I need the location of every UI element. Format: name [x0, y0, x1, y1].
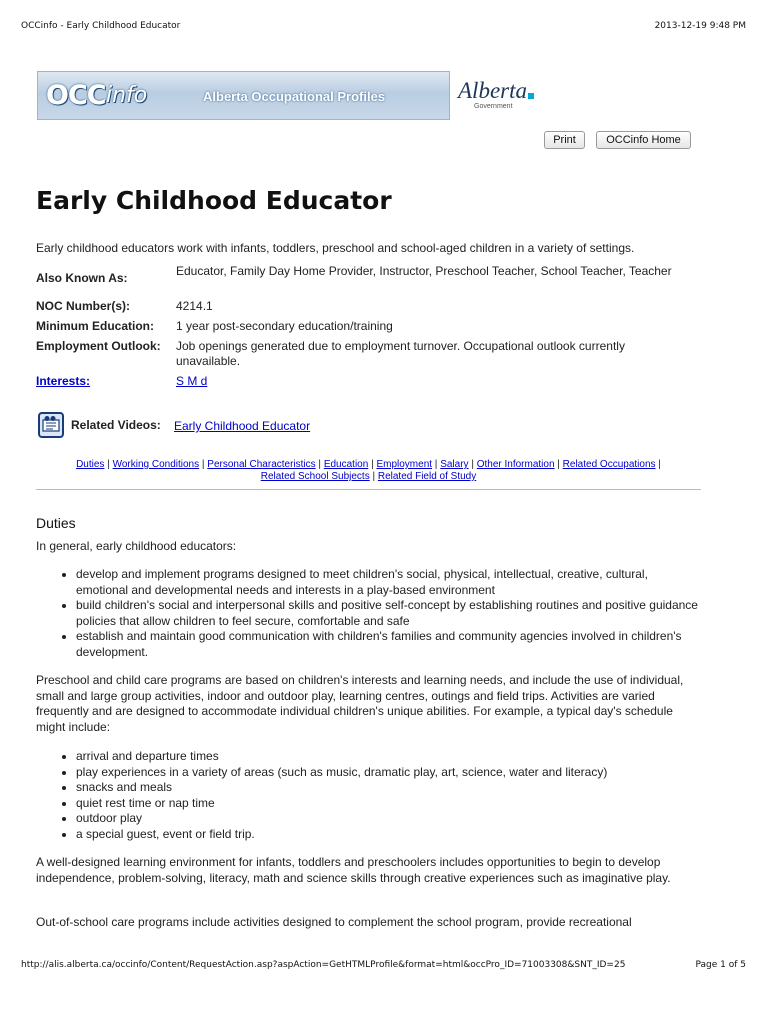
section-nav: Duties | Working Conditions | Personal Characteristics | Education | Employment | Salary | Other Information | Related Occupations | Related School Subjects | Related Field of Study	[76, 459, 661, 482]
section-divider	[36, 489, 701, 490]
nav-related-occupations[interactable]: Related Occupations	[562, 459, 656, 470]
occinfo-logo-main: OCC	[46, 80, 106, 111]
film-icon[interactable]	[38, 412, 64, 438]
duties-heading: Duties	[36, 515, 76, 531]
banner-title: Alberta Occupational Profiles	[203, 89, 386, 104]
fact-value: 4214.1	[176, 299, 213, 313]
nav-duties[interactable]: Duties	[76, 459, 105, 470]
nav-education[interactable]: Education	[323, 459, 369, 470]
interests-codes-link[interactable]: S M d	[176, 374, 208, 388]
nav-related-field-of-study[interactable]: Related Field of Study	[377, 471, 477, 482]
list-item: • quiet rest time or nap time	[76, 796, 701, 812]
occinfo-banner[interactable]	[37, 71, 450, 120]
related-video-link[interactable]: Early Childhood Educator	[174, 419, 311, 433]
print-footer-page: Page 1 of 5	[695, 960, 746, 970]
alberta-government-logo[interactable]	[454, 76, 544, 116]
out-of-school-paragraph: Out-of-school care programs include activities designed to complement the school program, provide recreational	[36, 915, 632, 929]
list-item: • play experiences in a variety of areas (such as music, dramatic play, art, science, water and literacy)	[76, 765, 701, 781]
duties-list	[36, 567, 701, 660]
nav-other-information[interactable]: Other Information	[476, 459, 555, 470]
nav-working-conditions[interactable]: Working Conditions	[112, 459, 200, 470]
fact-label: Minimum Education:	[36, 319, 154, 333]
page-title: Early Childhood Educator	[36, 186, 392, 215]
fact-label: Employment Outlook:	[36, 339, 161, 353]
fact-label: NOC Number(s):	[36, 299, 131, 313]
print-header-title: OCCinfo - Early Childhood Educator	[21, 21, 181, 31]
interests-link[interactable]: Interests:	[36, 374, 91, 388]
alberta-wordmark: Alberta	[458, 78, 527, 103]
alberta-square-icon	[528, 93, 534, 99]
fact-value: 1 year post-secondary education/training	[176, 319, 393, 333]
print-button[interactable]: Print	[544, 131, 585, 149]
print-footer-url: http://alis.alberta.ca/occinfo/Content/RequestAction.asp?aspAction=GetHTMLProfile&format=html&occPro_ID=71003308&SNT_ID=25	[21, 960, 626, 970]
list-item: • build children's social and interpersonal skills and positive self-concept by establishing routines and positive guidance policies that allow children to feel secure, comfortable and safe	[76, 598, 701, 629]
nav-personal-characteristics[interactable]: Personal Characteristics	[207, 459, 316, 470]
learning-environment-paragraph: A well-designed learning environment for infants, toddlers and preschoolers includes opportunities to begin to develop independence, problem-solving, literacy, math and science skills through creative experiences such as imaginative play.	[36, 855, 671, 885]
list-item: • outdoor play	[76, 811, 701, 827]
nav-employment[interactable]: Employment	[376, 459, 433, 470]
print-header-datetime: 2013-12-19 9:48 PM	[654, 21, 746, 31]
nav-related-school-subjects[interactable]: Related School Subjects	[260, 471, 370, 482]
fact-value: Educator, Family Day Home Provider, Instructor, Preschool Teacher, School Teacher, Teacher	[176, 264, 672, 278]
duties-intro: In general, early childhood educators:	[36, 539, 237, 553]
list-item: • develop and implement programs designed to meet children's social, physical, intellectual, creative, cultural, emotional and developmental needs and interests in a play-based environment	[76, 567, 701, 598]
program-paragraph: Preschool and child care programs are based on children's interests and learning needs, and include the use of individual, small and large group activities, indoor and outdoor play, learning centres, outings and field trips. Activities are varied frequently and are designed to accommodate individual children's unique abilities. For example, a typical day's schedule might include:	[36, 673, 684, 734]
related-videos-label: Related Videos:	[71, 418, 161, 432]
occinfo-logo-sub: info	[106, 83, 148, 108]
list-item: • snacks and meals	[76, 780, 701, 796]
nav-salary[interactable]: Salary	[440, 459, 469, 470]
occinfo-home-button[interactable]: OCCinfo Home	[596, 131, 691, 149]
schedule-list	[36, 749, 701, 842]
list-item: • establish and maintain good communication with children's families and community agencies involved in children's development.	[76, 629, 701, 660]
fact-value: Job openings generated due to employment turnover. Occupational outlook currently unavailable.	[176, 339, 625, 368]
list-item: • arrival and departure times	[76, 749, 701, 765]
fact-label: Also Known As:	[36, 271, 128, 285]
occupation-summary: Early childhood educators work with infants, toddlers, preschool and school-aged children in a variety of settings.	[36, 241, 635, 255]
government-label: Government	[474, 103, 513, 110]
list-item: • a special guest, event or field trip.	[76, 827, 701, 843]
